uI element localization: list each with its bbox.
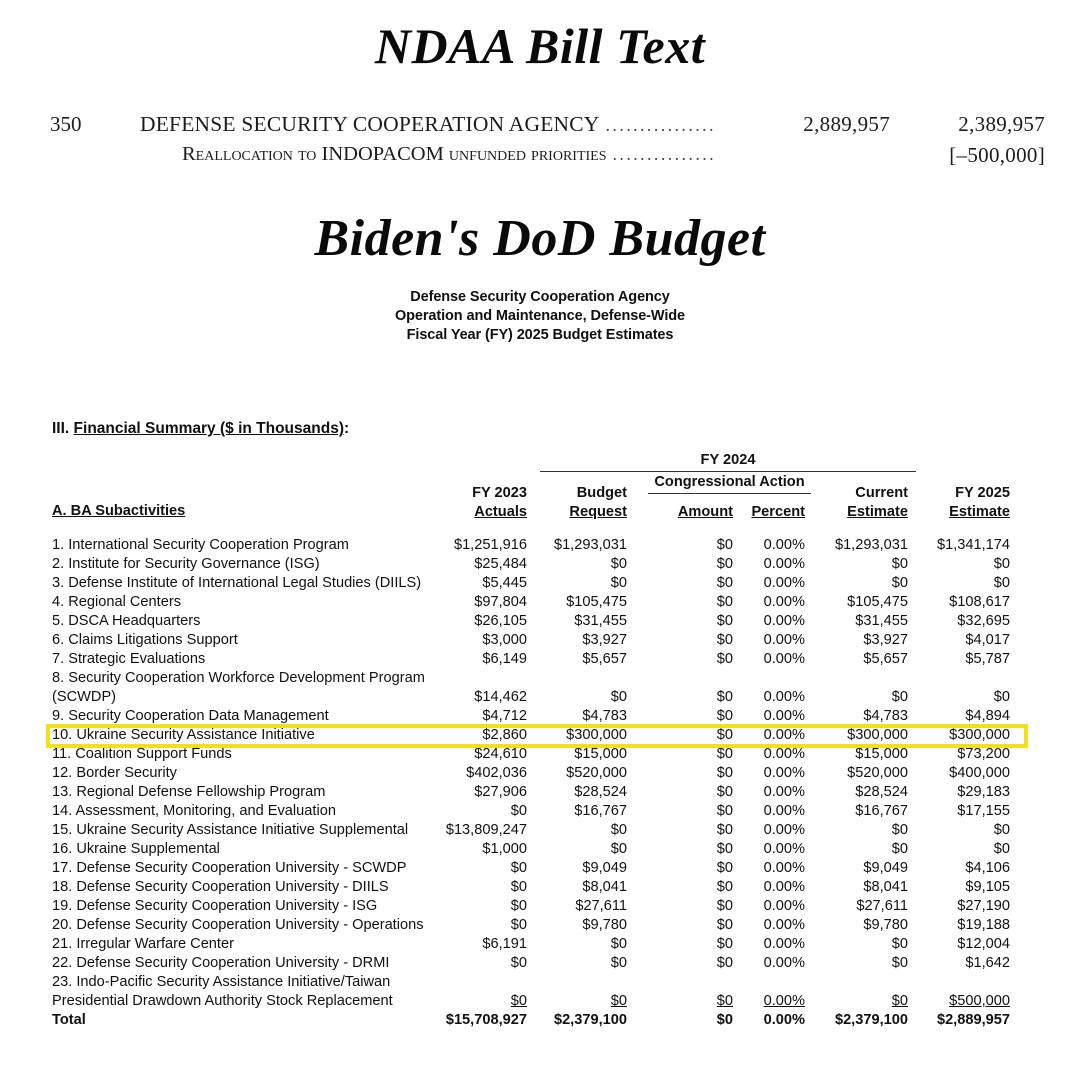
table-cell: [883, 555, 1010, 574]
table-row-label: 13. Regional Defense Fellowship Program: [52, 784, 326, 800]
ndaa-reallocation-label-text: Reallocation to INDOPACOM unfunded priorities: [182, 143, 607, 165]
table-cell-value: $0: [716, 594, 733, 610]
table-cell-value: $19,188: [957, 917, 1010, 933]
table-cell-value: $17,155: [957, 803, 1010, 819]
table-cell-value: $0: [510, 955, 527, 971]
table-row-label: Total: [52, 1012, 86, 1028]
ndaa-agency-label: [140, 112, 716, 137]
table-cell-value: $15,708,927: [445, 1012, 527, 1028]
table-cell-value: 0.00%: [763, 898, 805, 914]
table-row-label: 21. Irregular Warfare Center: [52, 936, 234, 952]
table-cell-value: $0: [716, 651, 733, 667]
table-row-label: 2. Institute for Security Governance (ISG): [52, 556, 320, 572]
table-cell-value: $520,000: [847, 765, 908, 781]
table-row: [0, 1011, 1080, 1030]
ndaa-agency-label-text: DEFENSE SECURITY COOPERATION AGENCY: [140, 112, 600, 136]
table-cell-value: $0: [891, 993, 908, 1009]
table-cell-value: $1,251,916: [453, 537, 527, 553]
financial-summary-section-label: [52, 420, 349, 438]
table-cell-value: $25,484: [474, 556, 527, 572]
table-cell-value: $2,379,100: [553, 1012, 627, 1028]
table-cell-value: $97,804: [474, 594, 527, 610]
table-row: [0, 878, 1080, 897]
table-cell: [883, 631, 1010, 650]
table-row-label: 6. Claims Litigations Support: [52, 632, 238, 648]
table-cell-value: $0: [993, 689, 1010, 705]
table-row-label: 12. Border Security: [52, 765, 177, 781]
table-cell-value: $0: [716, 822, 733, 838]
group-header-fy2024: FY 2024: [700, 452, 756, 468]
table-row-label: 18. Defense Security Cooperation University - DIILS: [52, 879, 389, 895]
table-row-label: 16. Ukraine Supplemental: [52, 841, 220, 857]
table-cell-value: $4,017: [965, 632, 1010, 648]
section-colon: :: [344, 420, 350, 437]
table-row-label: 23. Indo-Pacific Security Assistance Initiative/Taiwan Presidential Drawdown Authority Stock Replacement: [52, 974, 393, 1009]
table-cell-value: 0.00%: [763, 879, 805, 895]
table-cell-value: $29,183: [957, 784, 1010, 800]
doc-header-appropriation: Operation and Maintenance, Defense-Wide: [394, 308, 686, 324]
table-cell-value: $3,927: [582, 632, 627, 648]
table-cell-value: $0: [510, 803, 527, 819]
table-row-label: 22. Defense Security Cooperation University - DRMI: [52, 955, 390, 971]
table-cell-value: $0: [716, 632, 733, 648]
section-title: Financial Summary ($ in Thousands): [73, 420, 344, 437]
ndaa-reallocation-label: [182, 143, 716, 166]
table-cell-value: $0: [716, 955, 733, 971]
table-cell-value: 0.00%: [763, 746, 805, 762]
table-cell-value: $4,712: [482, 708, 527, 724]
table-cell-value: $9,780: [863, 917, 908, 933]
table-row-label: 20. Defense Security Cooperation University - Operations: [52, 917, 424, 933]
table-row-label: 19. Defense Security Cooperation University - ISG: [52, 898, 378, 914]
table-cell-value: $105,475: [847, 594, 908, 610]
table-cell-value: $12,004: [957, 936, 1010, 952]
table-cell-value: $0: [610, 822, 627, 838]
table-cell-value: $0: [716, 936, 733, 952]
table-cell-value: $0: [716, 746, 733, 762]
table-row: [0, 821, 1080, 840]
table-cell-value: $27,190: [957, 898, 1010, 914]
table-row-label: 14. Assessment, Monitoring, and Evaluation: [52, 803, 336, 819]
table-cell-value: $0: [610, 841, 627, 857]
table-cell-value: $1,000: [482, 841, 527, 857]
table-row: [0, 555, 1080, 574]
column-header-line1: Current: [855, 485, 908, 501]
table-cell-value: $402,036: [466, 765, 527, 781]
table-row: [0, 593, 1080, 612]
table-cell: [883, 935, 1010, 954]
column-header-line2: Percent: [751, 504, 805, 520]
table-cell-value: $0: [891, 822, 908, 838]
table-cell-value: $32,695: [957, 613, 1010, 629]
table-cell-value: $0: [716, 708, 733, 724]
table-row: [0, 726, 1080, 745]
table-cell-value: $0: [716, 898, 733, 914]
table-cell-value: $0: [993, 575, 1010, 591]
table-cell-value: $0: [610, 575, 627, 591]
table-cell: [883, 897, 1010, 916]
table-cell-value: $8,041: [863, 879, 908, 895]
table-cell-value: $2,860: [482, 727, 527, 743]
table-row-label: 7. Strategic Evaluations: [52, 651, 206, 667]
ndaa-leader-dots: ................: [605, 115, 716, 135]
table-cell-value: $3,927: [863, 632, 908, 648]
table-cell-value: $520,000: [566, 765, 627, 781]
ndaa-line-number: 350: [50, 112, 82, 136]
table-cell-value: $0: [891, 841, 908, 857]
table-row: [0, 574, 1080, 593]
table-cell: [883, 688, 1010, 707]
table-cell-value: 0.00%: [763, 955, 805, 971]
table-cell-value: $27,906: [474, 784, 527, 800]
column-header-line1: FY 2023: [472, 485, 527, 501]
table-cell-value: 0.00%: [763, 841, 805, 857]
table-cell: [883, 821, 1010, 840]
table-cell-value: $400,000: [949, 765, 1010, 781]
table-row: [0, 840, 1080, 859]
ndaa-value-recommended: 2,389,957: [958, 112, 1045, 136]
ndaa-bill-excerpt: [0, 112, 1080, 174]
table-cell-value: $28,524: [855, 784, 908, 800]
table-cell-value: $16,767: [574, 803, 627, 819]
table-cell-value: $26,105: [474, 613, 527, 629]
table-cell-value: 0.00%: [763, 936, 805, 952]
table-cell-value: $6,149: [482, 651, 527, 667]
ndaa-bill-text-title: NDAA Bill Text: [374, 18, 706, 74]
table-row: [0, 612, 1080, 631]
table-row: [0, 783, 1080, 802]
table-cell-value: $0: [610, 993, 627, 1009]
table-cell-value: $15,000: [855, 746, 908, 762]
table-cell-value: $0: [891, 689, 908, 705]
group-header-congressional-action: Congressional Action: [654, 474, 805, 490]
table-cell-value: 0.00%: [763, 993, 805, 1009]
table-cell-value: $9,049: [582, 860, 627, 876]
table-row-label: 4. Regional Centers: [52, 594, 181, 610]
table-cell-value: $0: [510, 860, 527, 876]
table-cell-value: $0: [716, 689, 733, 705]
table-row-label: 10. Ukraine Security Assistance Initiative: [52, 727, 315, 743]
group-header-fy2024-rule: [540, 471, 916, 472]
table-cell-value: $24,610: [474, 746, 527, 762]
table-row: [0, 631, 1080, 650]
table-cell-value: $0: [510, 879, 527, 895]
table-cell-value: $15,000: [574, 746, 627, 762]
table-cell-value: 0.00%: [763, 651, 805, 667]
column-header-estimate: [883, 484, 1010, 522]
table-cell-value: $0: [891, 556, 908, 572]
column-header-line2: Actuals: [474, 504, 527, 520]
column-header-line1: FY 2025: [955, 485, 1010, 501]
table-cell-value: $0: [716, 879, 733, 895]
table-cell-value: 0.00%: [763, 860, 805, 876]
table-cell-value: $5,657: [582, 651, 627, 667]
table-cell-value: $9,049: [863, 860, 908, 876]
table-cell-value: $2,379,100: [834, 1012, 908, 1028]
table-cell-value: $108,617: [949, 594, 1010, 610]
table-cell-value: $500,000: [949, 993, 1010, 1009]
table-cell-value: $0: [993, 841, 1010, 857]
table-cell-value: $2,889,957: [936, 1012, 1010, 1028]
table-cell: [883, 783, 1010, 802]
table-row-label: 9. Security Cooperation Data Management: [52, 708, 329, 724]
table-cell-value: $0: [716, 841, 733, 857]
table-cell-value: $1,293,031: [553, 537, 627, 553]
table-row: [0, 707, 1080, 726]
table-row: [0, 954, 1080, 973]
table-cell-value: 0.00%: [763, 537, 805, 553]
table-row-label: 5. DSCA Headquarters: [52, 613, 201, 629]
table-cell-value: $3,000: [482, 632, 527, 648]
doc-header-fiscal-year: Fiscal Year (FY) 2025 Budget Estimates: [406, 327, 674, 343]
table-cell-value: $9,105: [965, 879, 1010, 895]
table-row-label: 3. Defense Institute of International Legal Studies (DIILS): [52, 575, 422, 591]
table-cell-value: $0: [610, 556, 627, 572]
table-cell: [883, 916, 1010, 935]
table-cell-value: 0.00%: [763, 594, 805, 610]
table-cell-value: 0.00%: [763, 917, 805, 933]
table-cell: [883, 764, 1010, 783]
column-header-line2: Estimate: [949, 504, 1010, 520]
table-cell-value: $300,000: [949, 727, 1010, 743]
table-cell: [883, 840, 1010, 859]
table-cell-value: $0: [716, 803, 733, 819]
table-cell: [883, 859, 1010, 878]
table-cell-value: $300,000: [847, 727, 908, 743]
table-cell-value: $0: [716, 784, 733, 800]
table-cell-value: $0: [510, 898, 527, 914]
table-cell-value: $31,455: [855, 613, 908, 629]
table-cell: [883, 878, 1010, 897]
table-cell-value: $0: [891, 936, 908, 952]
table-cell-value: 0.00%: [763, 784, 805, 800]
column-header-line2: Request: [569, 504, 627, 520]
table-row: [0, 745, 1080, 764]
table-cell: [883, 745, 1010, 764]
table-cell-value: $0: [716, 613, 733, 629]
table-row-label: 8. Security Cooperation Workforce Development Program (SCWDP): [52, 670, 425, 705]
table-cell-value: $27,611: [856, 898, 908, 914]
biden-dod-budget-title: Biden's DoD Budget: [314, 210, 766, 267]
table-cell-value: $1,642: [965, 955, 1010, 971]
section-numeral: III.: [52, 420, 74, 437]
table-row: [0, 650, 1080, 669]
table-row: [0, 669, 1080, 707]
table-cell-value: $4,106: [965, 860, 1010, 876]
table-row: [0, 802, 1080, 821]
table-cell: [883, 707, 1010, 726]
column-header-ba-subactivities: A. BA Subactivities: [52, 503, 186, 519]
table-cell-value: 0.00%: [763, 765, 805, 781]
table-cell: [883, 536, 1010, 555]
table-cell-value: $0: [716, 1012, 733, 1028]
ndaa-leader-dots-2: ...............: [612, 144, 717, 164]
table-cell-value: $73,200: [957, 746, 1010, 762]
table-cell-value: $0: [993, 822, 1010, 838]
table-cell-value: $28,524: [574, 784, 627, 800]
table-cell: [883, 802, 1010, 821]
ndaa-excerpt-line-1: [0, 112, 1080, 143]
table-cell: [883, 593, 1010, 612]
ndaa-value-authorized: 2,889,957: [803, 112, 890, 136]
table-cell-value: $5,657: [863, 651, 908, 667]
table-cell-value: $0: [891, 575, 908, 591]
table-cell-value: $0: [716, 765, 733, 781]
column-header-line2: Estimate: [847, 504, 908, 520]
table-cell-value: 0.00%: [763, 1012, 805, 1028]
table-cell-value: $300,000: [566, 727, 627, 743]
table-cell-value: $0: [716, 993, 733, 1009]
table-row-label: 1. International Security Cooperation Program: [52, 537, 349, 553]
table-row: [0, 859, 1080, 878]
table-cell-value: $0: [610, 689, 627, 705]
table-cell-value: $0: [716, 575, 733, 591]
table-cell: [883, 1011, 1010, 1030]
table-cell-value: $8,041: [582, 879, 627, 895]
table-cell-value: 0.00%: [763, 689, 805, 705]
table-row-label: 15. Ukraine Security Assistance Initiative Supplemental: [52, 822, 409, 838]
ndaa-reallocation-value: [–500,000]: [949, 143, 1045, 167]
table-cell-value: $27,611: [575, 898, 627, 914]
table-cell-value: $4,894: [965, 708, 1010, 724]
column-header-line2: Amount: [677, 504, 733, 520]
table-cell-value: $5,445: [482, 575, 527, 591]
table-cell-value: $0: [610, 955, 627, 971]
table-cell-value: $1,293,031: [834, 537, 908, 553]
table-cell: [883, 726, 1010, 745]
table-cell-value: $0: [716, 556, 733, 572]
table-cell-value: $0: [510, 993, 527, 1009]
table-cell-value: $16,767: [855, 803, 908, 819]
table-cell-value: 0.00%: [763, 822, 805, 838]
table-cell-value: 0.00%: [763, 632, 805, 648]
table-cell-value: 0.00%: [763, 556, 805, 572]
table-cell-value: 0.00%: [763, 727, 805, 743]
table-row-label: 17. Defense Security Cooperation University - SCWDP: [52, 860, 407, 876]
table-row: [0, 973, 1080, 1011]
table-cell-value: $0: [716, 537, 733, 553]
table-cell: [883, 612, 1010, 631]
table-row: [0, 935, 1080, 954]
table-cell-value: $0: [993, 556, 1010, 572]
table-cell-value: $105,475: [566, 594, 627, 610]
table-row-label: 11. Coalition Support Funds: [52, 746, 232, 762]
table-cell-value: $1,341,174: [936, 537, 1010, 553]
table-cell-value: $14,462: [474, 689, 527, 705]
table-cell-value: $9,780: [582, 917, 627, 933]
table-cell-value: 0.00%: [763, 803, 805, 819]
doc-header-agency: Defense Security Cooperation Agency: [410, 289, 670, 305]
ndaa-excerpt-line-2: [0, 143, 1080, 174]
table-cell: [883, 574, 1010, 593]
table-row: [0, 536, 1080, 555]
table-cell-value: $0: [716, 860, 733, 876]
table-cell-value: $13,809,247: [445, 822, 527, 838]
table-row: [0, 916, 1080, 935]
table-cell-value: $0: [716, 917, 733, 933]
table-cell-value: $0: [891, 955, 908, 971]
table-cell: [883, 992, 1010, 1011]
table-cell-value: $31,455: [574, 613, 627, 629]
table-cell-value: $4,783: [582, 708, 627, 724]
table-cell-value: 0.00%: [763, 575, 805, 591]
table-cell: [883, 650, 1010, 669]
table-cell-value: 0.00%: [763, 708, 805, 724]
table-row: [0, 897, 1080, 916]
table-cell-value: $0: [510, 917, 527, 933]
table-cell-value: $5,787: [965, 651, 1010, 667]
table-cell-value: $0: [716, 727, 733, 743]
document-header-block: [0, 288, 1080, 345]
table-cell-value: $6,191: [482, 936, 527, 952]
table-cell-value: $0: [610, 936, 627, 952]
table-row: [0, 764, 1080, 783]
table-cell-value: 0.00%: [763, 613, 805, 629]
table-cell: [883, 954, 1010, 973]
table-cell-value: $4,783: [863, 708, 908, 724]
column-header-line1: Budget: [576, 485, 627, 501]
